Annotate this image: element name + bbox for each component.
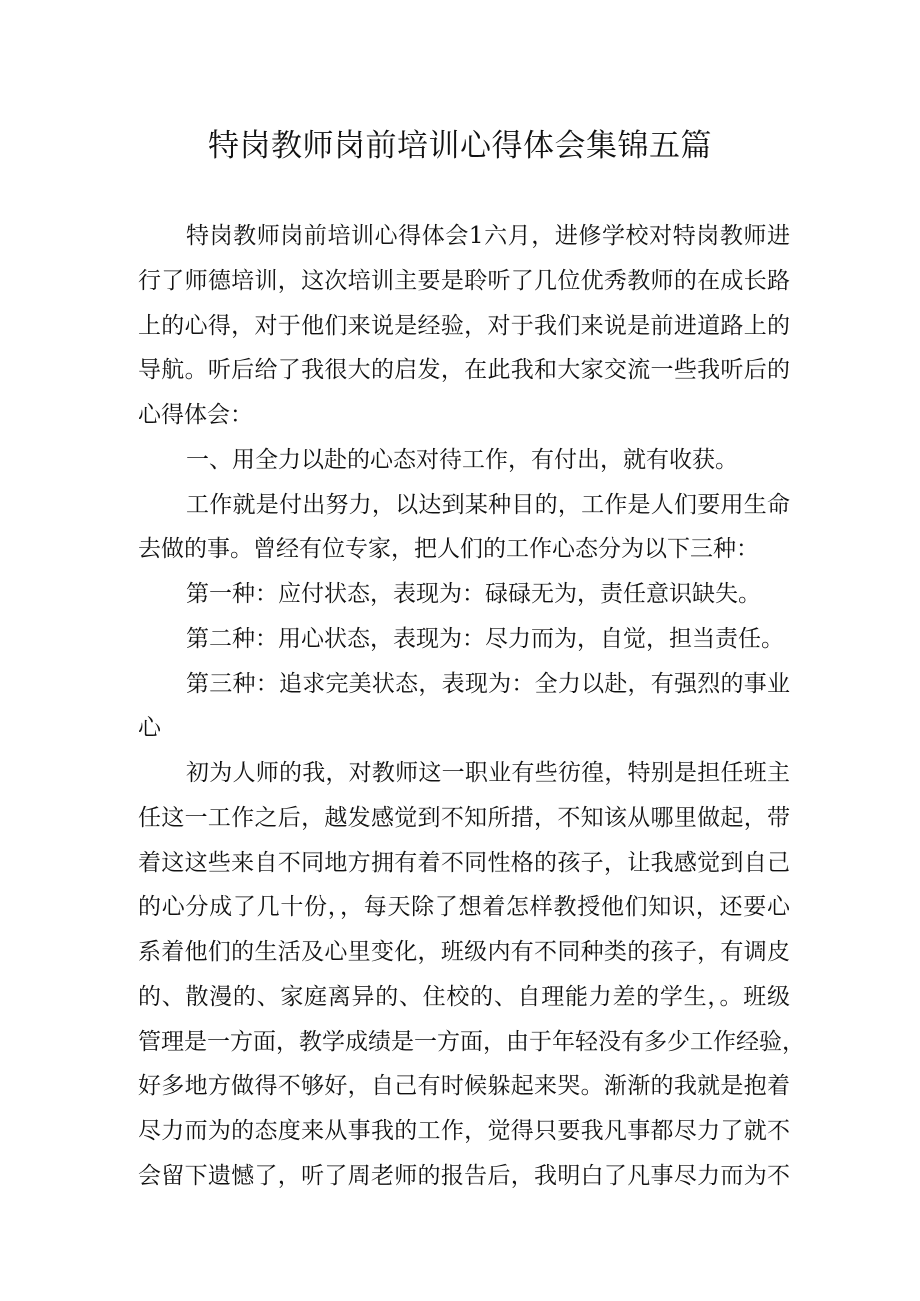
body-text-line: 初为人师的我，对教师这一职业有些彷徨，特别是担任班主 — [186, 760, 790, 786]
body-text-line: 一、用全力以赴的心态对待工作，有付出，就有收获。 — [186, 446, 738, 473]
body-text-line: 行了师德培训，这次培训主要是聆听了几位优秀教师的在成长路 — [138, 267, 790, 294]
body-text-line: 第三种：追求完美状态，表现为：全力以赴，有强烈的事业 — [186, 670, 790, 697]
body-text-line: 好多地方做得不够好，自己有时候躲起来哭。渐渐的我就是抱着 — [138, 1073, 790, 1100]
body-text-line: 上的心得，对于他们来说是经验，对于我们来说是前进道路上的 — [138, 312, 790, 339]
body-text-line: 工作就是付出努力，以达到某种目的，工作是人们要用生命 — [186, 491, 790, 518]
body-text-line: 第二种：用心状态，表现为：尽力而为，自觉，担当责任。 — [186, 625, 784, 652]
body-text-line: 任这一工作之后，越发感觉到不知所措，不知该从哪里做起，带 — [138, 804, 790, 831]
body-text-line: 第一种：应付状态，表现为：碌碌无为，责任意识缺失。 — [186, 581, 761, 607]
document-title: 特岗教师岗前培训心得体会集锦五篇 — [208, 128, 712, 164]
document-body — [138, 214, 805, 1199]
body-text-line: 导航。听后给了我很大的启发，在此我和大家交流一些我听后的 — [138, 357, 790, 384]
body-text-line: 去做的事。曾经有位专家，把人们的工作心态分为以下三种： — [138, 536, 759, 563]
body-text-line: 着这这些来自不同地方拥有着不同性格的孩子，让我感觉到自己 — [138, 849, 790, 876]
body-text-line: 的、散漫的、家庭离异的、住校的、自理能力差的学生，。班级 — [138, 983, 790, 1010]
body-text-line: 特岗教师岗前培训心得体会1六月，进修学校对特岗教师进 — [186, 223, 790, 249]
body-text-line: 心得体会： — [138, 402, 253, 428]
body-text-line: 尽力而为的态度来从事我的工作，觉得只要我凡事都尽力了就不 — [138, 1118, 790, 1144]
body-text-line: 心 — [138, 715, 161, 742]
body-text-line: 系着他们的生活及心里变化，班级内有不同种类的孩子，有调皮 — [138, 939, 790, 965]
body-text-line: 管理是一方面，教学成绩是一方面，由于年轻没有多少工作经验， — [138, 1028, 805, 1055]
body-text-line: 的心分成了几十份，，每天除了想着怎样教授他们知识，还要心 — [138, 894, 790, 921]
body-text-line: 会留下遗憾了，听了周老师的报告后，我明白了凡事尽力而为不 — [138, 1162, 790, 1189]
